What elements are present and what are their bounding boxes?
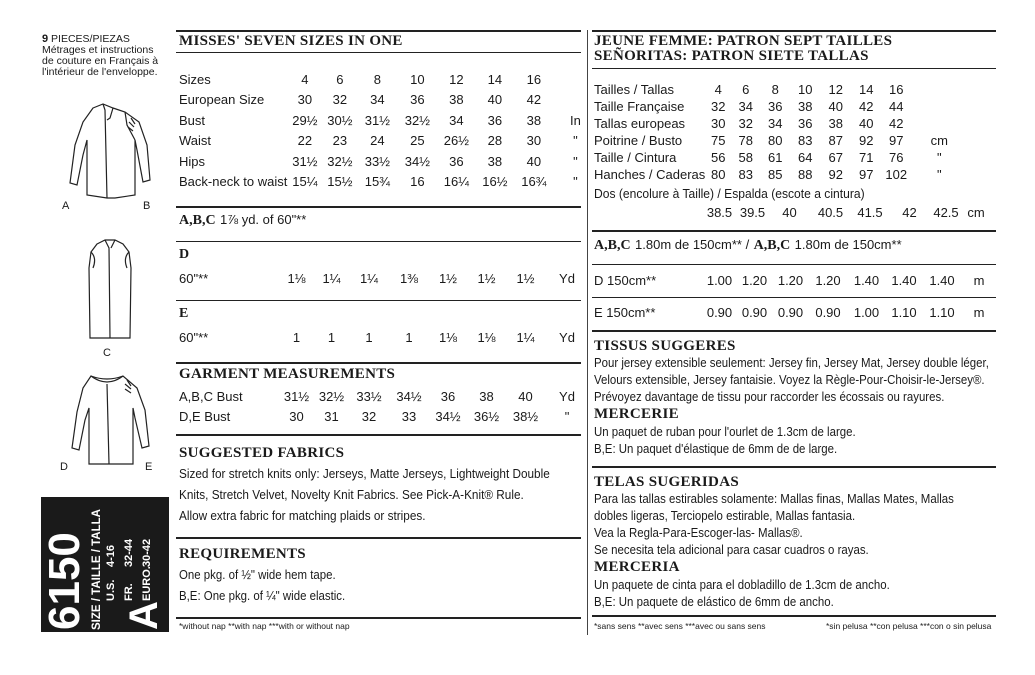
table-cell: 38 [487, 153, 503, 169]
spanish-title: SEÑORITAS: PATRON SIETE TALLAS [594, 48, 869, 64]
table-cell: 64 [798, 150, 813, 165]
table-cell: 1 [292, 329, 301, 345]
table-cell: " [573, 174, 578, 190]
table-cell: 31 [324, 409, 339, 425]
table-cell: 36 [440, 388, 456, 404]
requirements-title: REQUIREMENTS [179, 546, 306, 562]
table-cell: 88 [798, 167, 813, 182]
table-cell: 12 [449, 71, 464, 87]
table-cell: 1.20 [741, 272, 768, 288]
table-cell: 31½ [292, 153, 318, 169]
table-cell: 1½ [477, 270, 496, 286]
size-row [594, 115, 967, 132]
backneck-label: Dos (encolure à Taille) / Espalda (escote a cintura) [594, 186, 865, 201]
table-cell: 42.5 [933, 204, 959, 220]
size-us-value [105, 545, 118, 567]
rule-fr-bottom [592, 615, 996, 617]
rule-en-fabrics [176, 434, 581, 436]
rule-en-bottom [176, 617, 581, 619]
table-cell: 0.90 [706, 304, 733, 320]
table-cell: 40 [526, 153, 542, 169]
size-us [105, 580, 118, 601]
table-cell: 34½ [396, 388, 422, 404]
table-cell: 38 [828, 116, 844, 131]
table-cell: 58 [738, 150, 754, 165]
table-cell: 32½ [318, 388, 345, 404]
pieces-note-1: Métrages et instructions [42, 44, 154, 56]
size-row [179, 131, 597, 152]
table-cell: 71 [859, 150, 874, 165]
table-cell: In [569, 112, 581, 128]
table-cell: 15¾ [364, 174, 391, 190]
table-cell: 38½ [512, 409, 539, 425]
size-row [594, 81, 967, 98]
table-cell: 8 [373, 71, 381, 87]
rule-fr-top [592, 30, 996, 32]
table-cell [553, 90, 597, 111]
rule-en-top [176, 30, 581, 32]
table-cell: 8 [771, 82, 779, 97]
table-cell: 4 [714, 82, 722, 97]
table-cell: 40 [782, 204, 797, 220]
row-label: Poitrine / Busto [594, 133, 683, 148]
table-cell: 24 [370, 133, 385, 149]
size-row [179, 172, 597, 193]
table-cell: 1¼ [322, 270, 341, 286]
garment-row [179, 386, 589, 407]
english-d-table [179, 268, 589, 289]
row-label: A,B,C Bust [179, 388, 243, 404]
tissus-line-3: Prévoyez davantage de tissu pour raccorder les écossais ou rayures. [594, 389, 945, 404]
english-title: MISSES' SEVEN SIZES IN ONE [179, 33, 403, 49]
rule-en-garment [176, 362, 581, 364]
table-cell: Yd [559, 329, 575, 345]
table-cell: 34 [738, 99, 754, 114]
table-cell: 1.20 [815, 272, 841, 288]
table-cell: 38 [449, 92, 464, 108]
column-divider [587, 30, 588, 635]
english-size-table [179, 69, 597, 192]
mercerie-line-2: B,E: Un paquet d'élastique de 6mm de de large. [594, 441, 838, 456]
row-label: Taille Française [594, 99, 685, 114]
telas-title: TELAS SUGERIDAS [594, 474, 739, 490]
table-cell: 30 [526, 133, 542, 149]
yardage-row [179, 327, 589, 348]
table-cell: 36 [410, 92, 425, 108]
table-cell: 28 [487, 133, 503, 149]
table-cell: 36 [768, 99, 783, 114]
rule-en-d [176, 241, 581, 242]
view-de-drawing [55, 368, 165, 470]
garment-table [179, 386, 589, 427]
table-cell: 83 [738, 167, 754, 182]
rule-fr-abc [592, 230, 996, 232]
pieces-note-3: l'intérieur de l'enveloppe. [42, 66, 158, 78]
view-label-b: B [143, 200, 151, 212]
view-label-d: D [60, 461, 68, 473]
row-label: D 150cm** [594, 272, 657, 288]
table-cell: 16½ [482, 174, 508, 190]
table-cell: 6 [336, 71, 344, 87]
table-cell: 42 [526, 92, 542, 108]
table-cell: " [573, 133, 578, 149]
row-label: Taille / Cintura [594, 150, 677, 165]
table-cell: 31½ [283, 388, 310, 404]
table-cell: 42 [902, 204, 917, 220]
pieces-count: 9 [42, 33, 49, 45]
english-abc-label: A,B,C [179, 213, 216, 228]
table-cell: Yd [559, 270, 575, 286]
english-footnote: *without nap **with nap ***with or without nap [179, 621, 350, 631]
table-cell: 16¾ [521, 174, 547, 190]
table-cell: 32 [738, 116, 754, 131]
french-backneck-table [594, 202, 990, 223]
table-cell: 34½ [404, 153, 431, 169]
pattern-number-box [41, 497, 169, 632]
table-cell: 80 [711, 167, 726, 182]
table-cell: 30 [297, 92, 313, 108]
table-cell: 87 [828, 133, 844, 148]
row-label: Sizes [179, 71, 211, 87]
table-cell: 1.40 [853, 272, 880, 288]
table-cell: 102 [885, 167, 908, 182]
size-us-label: U.S. [105, 579, 117, 601]
size-euro [141, 566, 154, 601]
french-e-table [594, 302, 996, 323]
table-cell: 97 [889, 133, 904, 148]
table-cell: 1⅛ [477, 329, 496, 345]
table-cell: 38 [798, 99, 813, 114]
table-cell: 56 [711, 150, 726, 165]
table-cell [911, 115, 967, 132]
size-fr-range: 32-44 [123, 538, 135, 567]
table-cell: 85 [768, 167, 783, 182]
table-cell: 1⅜ [399, 270, 419, 286]
table-cell: 0.90 [741, 304, 768, 320]
table-cell: 10 [798, 82, 813, 97]
size-euro-value [141, 539, 154, 567]
english-d-label: D [179, 247, 190, 262]
fabrics-line-1: Sized for stretch knits only: Jerseys, Matte Jerseys, Lightweight Double [179, 466, 550, 481]
table-cell: 32 [332, 92, 348, 108]
size-row [179, 90, 597, 111]
table-cell: 1⅛ [287, 270, 306, 286]
table-cell: 14 [859, 82, 874, 97]
table-cell: 78 [738, 133, 754, 148]
table-cell: 92 [859, 133, 874, 148]
table-cell: 22 [297, 133, 313, 149]
table-cell: 30 [289, 409, 304, 425]
view-ab-drawing [55, 100, 165, 205]
table-cell: 1.10 [891, 304, 917, 320]
rule-en-req [176, 537, 581, 539]
table-cell: 97 [859, 167, 874, 182]
view-label-c: C [103, 347, 111, 359]
table-cell: 42 [859, 99, 874, 114]
garment-title: GARMENT MEASUREMENTS [179, 366, 396, 382]
table-cell: 1.10 [929, 304, 955, 320]
table-cell: 75 [711, 133, 726, 148]
size-row [179, 151, 597, 172]
row-label: Back-neck to waist [179, 174, 288, 190]
view-c-drawing [75, 238, 145, 346]
size-row [179, 110, 597, 131]
table-cell: 1¼ [516, 329, 535, 345]
table-cell: 1.20 [777, 272, 804, 288]
row-label: European Size [179, 92, 265, 108]
size-row [594, 132, 967, 149]
row-label: E 150cm** [594, 304, 656, 320]
table-cell: 15½ [327, 174, 353, 190]
rule-en-title [176, 52, 581, 53]
row-label: Hanches / Caderas [594, 167, 706, 182]
table-cell: 67 [828, 150, 844, 165]
yardage-row [594, 270, 996, 291]
row-label: Tailles / Tallas [594, 82, 674, 97]
table-cell: 1⅛ [438, 329, 458, 345]
merceria-line-1: Un paquete de cinta para el dobladillo de 1.3cm de ancho. [594, 577, 890, 592]
table-cell: 32½ [327, 153, 353, 169]
french-footnote: *sans sens **avec sens ***avec ou sans sens [594, 621, 766, 631]
table-cell: 29½ [292, 112, 318, 128]
size-letter: A [122, 601, 166, 630]
size-euro-range: 30-42 [141, 538, 153, 567]
mercerie-line-1: Un paquet de ruban pour l'ourlet de 1.3cm de large. [594, 424, 856, 439]
spanish-footnote: *sin pelusa **con pelusa ***con o sin pelusa [826, 621, 992, 631]
row-label: D,E Bust [179, 409, 231, 425]
table-cell: 36 [487, 112, 503, 128]
rule-fr-d [592, 264, 996, 265]
rule-fr-telas [592, 466, 996, 468]
table-cell: 6 [742, 82, 750, 97]
backneck-row [594, 202, 990, 223]
tissus-title: TISSUS SUGGERES [594, 338, 736, 354]
telas-line-1: Para las tallas estirables solamente: Mallas finas, Mallas Mates, Mallas [594, 491, 954, 506]
english-e-label: E [179, 306, 189, 321]
table-cell: 36 [449, 153, 464, 169]
table-cell: 1.00 [853, 304, 880, 320]
pieces-note-2: de couture en Français à [42, 55, 159, 67]
size-row [594, 166, 967, 183]
size-row [594, 149, 967, 166]
rule-fr-title [592, 68, 996, 69]
table-cell: 32 [711, 99, 726, 114]
pieces-info [42, 34, 172, 78]
yardage-row [179, 268, 589, 289]
pieces-label: PIECES/PIEZAS [51, 33, 130, 45]
table-cell: " [936, 150, 942, 165]
table-cell: m [973, 304, 985, 320]
pattern-number: 6150 [40, 532, 89, 630]
table-cell: 0.90 [777, 304, 804, 320]
table-cell: cm [967, 204, 985, 220]
table-cell: 1.00 [706, 272, 733, 288]
row-label: 60"** [179, 329, 209, 345]
table-cell: m [973, 272, 985, 288]
mercerie-title: MERCERIE [594, 406, 679, 422]
table-cell: 40 [859, 116, 874, 131]
table-cell: 32 [361, 409, 377, 425]
table-cell: 42 [889, 116, 904, 131]
size-fr-value [123, 539, 136, 567]
table-cell: " [936, 167, 942, 182]
table-cell: 16¼ [443, 174, 470, 190]
table-cell: 40 [518, 388, 533, 404]
table-cell: 40 [828, 99, 844, 114]
merceria-line-2: B,E: Un paquete de elástico de 6mm de ancho. [594, 594, 834, 609]
size-euro-label: EURO. [141, 566, 153, 601]
fabrics-line-3: Allow extra fabric for matching plaids or stripes. [179, 508, 426, 523]
table-cell: 34 [449, 112, 464, 128]
english-abc-text: 1⅞ yd. of 60"** [220, 212, 307, 227]
table-cell: 30 [711, 116, 726, 131]
table-cell: 1½ [438, 270, 458, 286]
table-cell: 1 [365, 329, 373, 345]
rule-fr-tissus [592, 330, 996, 332]
french-abc-text-1: 1.80m de 150cm** / [635, 237, 750, 252]
english-abc-yardage [179, 211, 306, 229]
table-cell: " [564, 409, 570, 425]
table-cell: 0.90 [815, 304, 841, 320]
table-cell: 1 [327, 329, 336, 345]
telas-line-3: Vea la Regla-Para-Escoger-las- Mallas®. [594, 525, 803, 540]
table-cell: 12 [828, 82, 844, 97]
table-cell: 40.5 [817, 204, 844, 220]
table-cell: 1.40 [929, 272, 955, 288]
rule-fr-e [592, 297, 996, 298]
table-cell: 25 [410, 133, 425, 149]
table-cell: 61 [768, 150, 783, 165]
table-cell: 40 [487, 92, 503, 108]
telas-line-2: dobles ligeras, Terciopelo estirable, Mallas fantasia. [594, 508, 856, 523]
table-cell: 32½ [404, 112, 431, 128]
row-label: Bust [179, 112, 206, 128]
table-cell: 10 [410, 71, 425, 87]
fabrics-line-2: Knits, Stretch Velvet, Novelty Knit Fabrics. See Pick-A-Knit® Rule. [179, 487, 524, 502]
requirements-line-2: B,E: One pkg. of ¼" wide elastic. [179, 588, 346, 603]
table-cell: 31½ [364, 112, 391, 128]
size-us-range: 4-16 [105, 544, 117, 567]
table-cell: 41.5 [857, 204, 883, 220]
table-cell [911, 98, 967, 115]
table-cell: 4 [301, 71, 309, 87]
french-size-table [594, 81, 967, 183]
size-row [594, 98, 967, 115]
row-label [594, 202, 703, 223]
table-cell: 38 [479, 388, 494, 404]
view-label-a: A [62, 200, 70, 212]
table-cell: 80 [768, 133, 783, 148]
table-cell: 34½ [435, 409, 461, 425]
french-abc-text-2: 1.80m de 150cm** [794, 237, 902, 252]
table-cell: 15¼ [292, 174, 318, 190]
table-cell: 36 [798, 116, 813, 131]
yardage-row [594, 302, 996, 323]
merceria-title: MERCERIA [594, 559, 680, 575]
table-cell: 33 [401, 409, 417, 425]
table-cell: 1 [405, 329, 413, 345]
table-cell: 16 [526, 71, 542, 87]
table-cell: 92 [828, 167, 844, 182]
table-cell: 33½ [364, 153, 391, 169]
english-e-table [179, 327, 589, 348]
size-label: SIZE / TAILLE / TALLA [91, 509, 103, 630]
french-d-table [594, 270, 996, 291]
row-label: Tallas europeas [594, 116, 686, 131]
row-label: Waist [179, 133, 212, 149]
table-cell: 44 [889, 99, 904, 114]
table-cell: 23 [332, 133, 348, 149]
size-fr [123, 583, 136, 601]
table-cell: 14 [487, 71, 503, 87]
row-label: Hips [179, 153, 206, 169]
table-cell: 34 [768, 116, 783, 131]
size-fr-label: FR. [123, 583, 135, 601]
french-abc-label-2: A,B,C [753, 238, 791, 253]
table-cell: 16 [410, 174, 425, 190]
table-cell: 34 [370, 92, 385, 108]
table-cell: 1½ [516, 270, 535, 286]
telas-line-4: Se necesita tela adicional para casar cuadros o rayas. [594, 542, 869, 557]
french-abc-yardage [594, 236, 902, 254]
fabrics-title: SUGGESTED FABRICS [179, 445, 345, 461]
garment-row [179, 407, 589, 428]
table-cell: 38 [526, 112, 542, 128]
table-cell: 38.5 [706, 204, 733, 220]
rule-en-e [176, 300, 581, 301]
table-cell: 16 [889, 82, 904, 97]
french-title: JEUNE FEMME: PATRON SEPT TAILLES [594, 33, 893, 49]
table-cell: cm [930, 133, 948, 148]
view-label-e: E [145, 461, 153, 473]
table-cell: 1.40 [891, 272, 917, 288]
table-cell: 36½ [473, 409, 500, 425]
table-cell [553, 69, 597, 90]
tissus-line-2: Velours extensible, Jersey fantaisie. Voyez la Règle-Pour-Choisir-le-Jersey®. [594, 372, 985, 387]
table-cell: 76 [889, 150, 904, 165]
rule-en-sizes [176, 206, 581, 208]
table-cell: 83 [798, 133, 813, 148]
row-label: 60"** [179, 270, 209, 286]
table-cell: 33½ [356, 388, 382, 404]
table-cell: 39.5 [739, 204, 766, 220]
table-cell: 1¼ [359, 270, 379, 286]
table-cell: Yd [559, 388, 575, 404]
tissus-line-1: Pour jersey extensible seulement: Jersey fin, Jersey Mat, Jersey double léger, [594, 355, 989, 370]
french-abc-label-1: A,B,C [594, 238, 631, 253]
table-cell: 30½ [327, 112, 353, 128]
size-row [179, 69, 597, 90]
table-cell: " [573, 153, 578, 169]
table-cell: 26½ [443, 133, 470, 149]
table-cell [911, 81, 967, 98]
requirements-line-1: One pkg. of ½" wide hem tape. [179, 567, 336, 582]
